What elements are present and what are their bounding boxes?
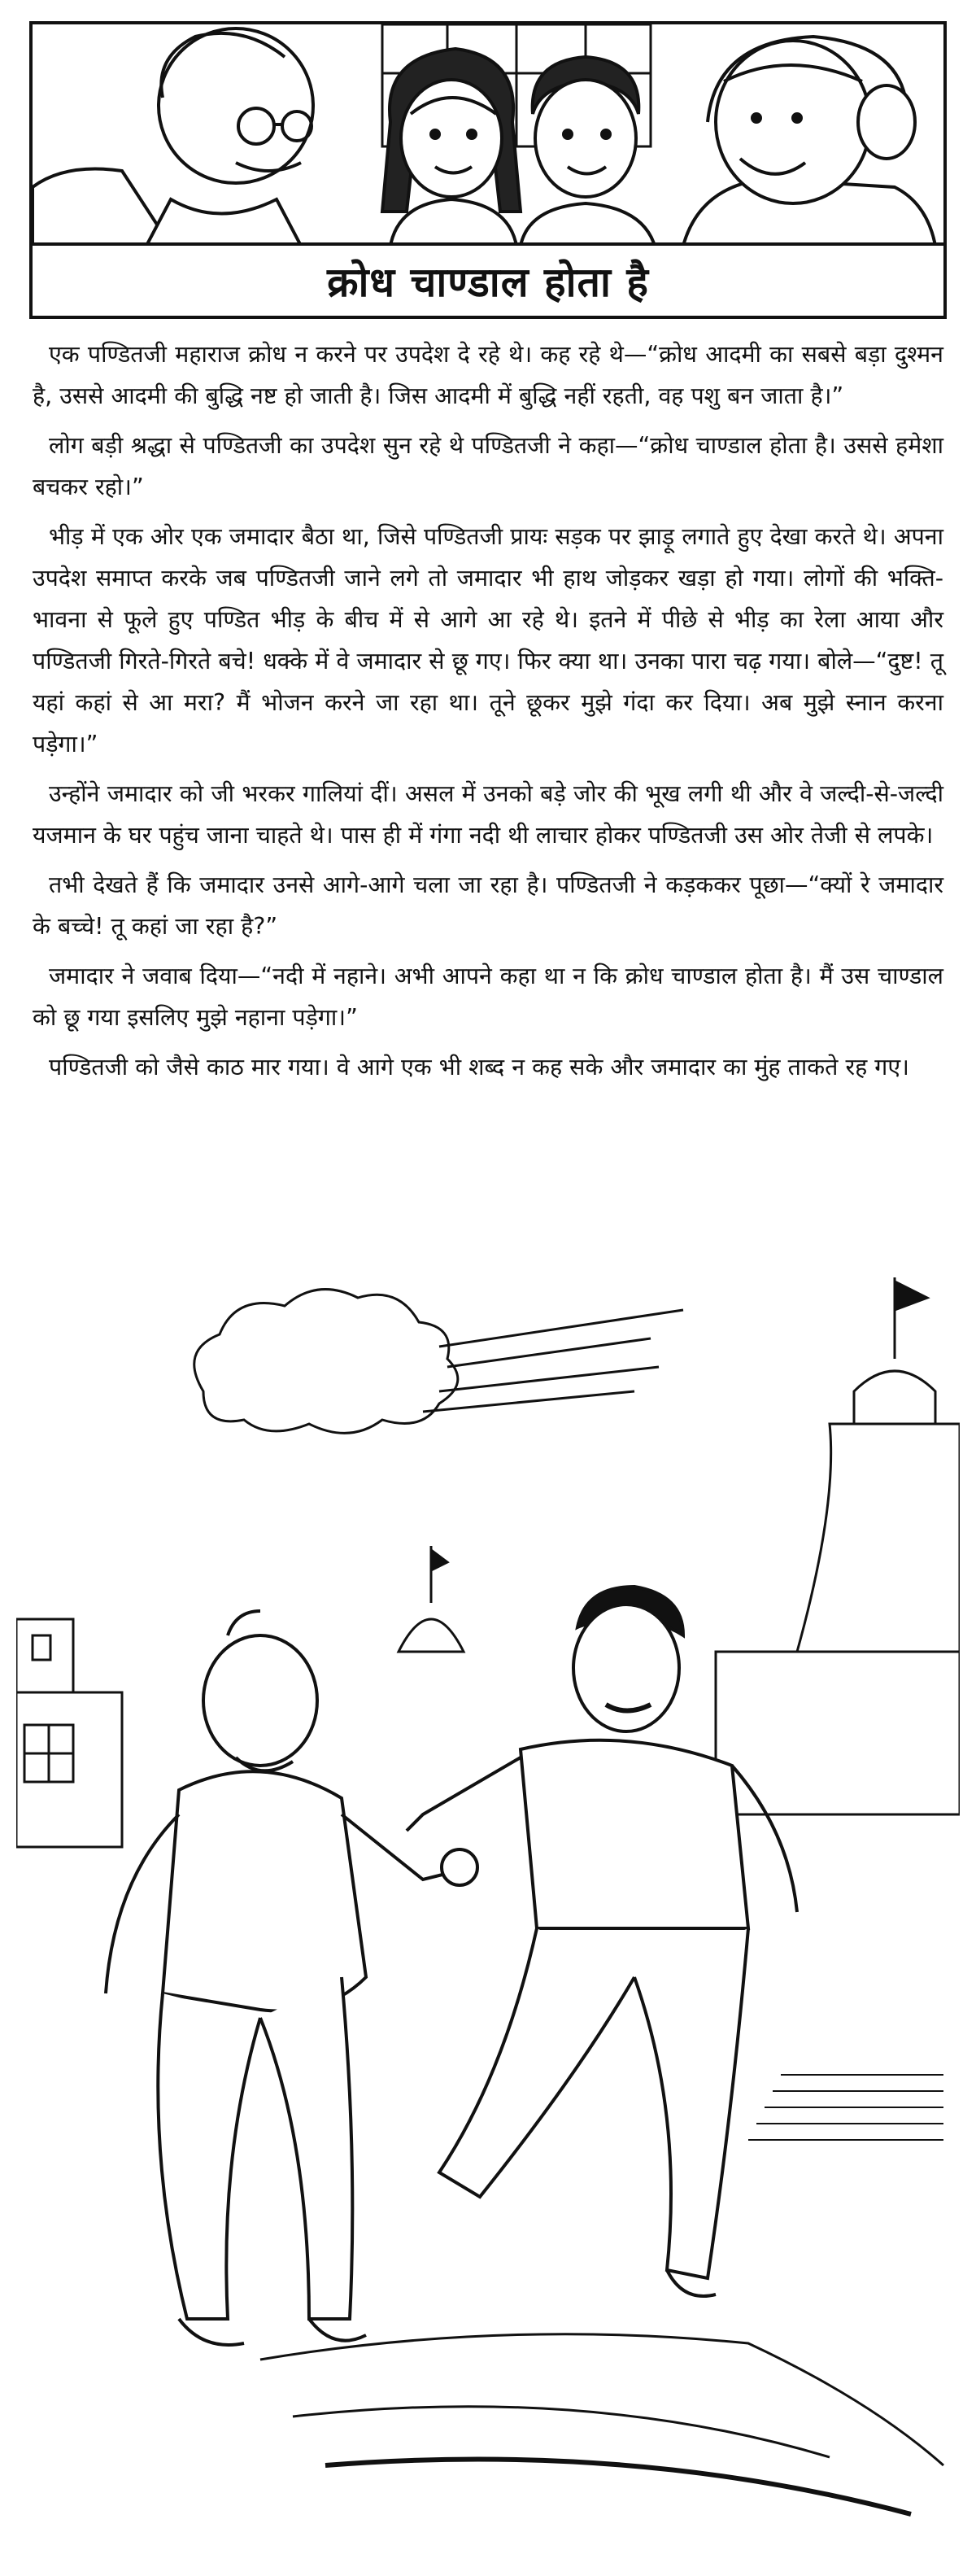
ground-shadow: [260, 2334, 943, 2514]
page-title: क्रोध चाण्डाल होता है: [327, 259, 649, 306]
shrine-illustration: [399, 1546, 464, 1652]
story-text: [33, 334, 943, 1096]
grandfather-figure: [33, 28, 313, 242]
story-paragraph-7: पण्डितजी को जैसे काठ मार गया। वे आगे एक भी शब्द न कह सके और जमादार का मुंह ताकते रह गए।: [49, 1054, 909, 1081]
story-paragraph-4: उन्होंने जमादार को जी भरकर गालियां दीं। असल में उनको बड़े जोर की भूख लगी थी और वे जल्दी-से-जल्दी यजमान के घर पहुंच जाना चाहते थे। पास ही में गंगा नदी थी लाचार होकर पण्डितजी उस ओर तेजी से लपके।: [33, 780, 943, 849]
story-paragraph-3: भीड़ में एक ओर एक जमादार बैठा था, जिसे पण्डितजी प्रायः सड़क पर झाड़ू लगाते हुए देखा करते थे। अपना उपदेश समाप्त करके जब पण्डितजी जाने लगे तो जमादार भी हाथ जोड़कर खड़ा हो गया। लोगों की भक्ति-भावना से फूले हुए पण्डित भीड़ के बीच में से आगे आ रहे थे। इतने में पीछे से भीड़ का रेला आया और पण्डितजी गिरते-गिरते बचे! धक्के में वे जमादार से छू गए। फिर क्या था। उनका पारा चढ़ गया। बोले—“दुष्ट! तू यहां कहां से आ मरा? मैं भोजन करने जा रहा था। तूने छूकर मुझे गंदा कर दिया। अब मुझे स्नान करना पड़ेगा।”: [33, 523, 943, 758]
story-paragraph-2: लोग बड़ी श्रद्धा से पण्डितजी का उपदेश सुन रहे थे पण्डितजी ने कहा—“क्रोध चाण्डाल होता है। उससे हमेशा बचकर रहो।”: [33, 432, 943, 500]
header-illustration-drawing: [33, 24, 943, 242]
story-paragraph-6: जमादार ने जवाब दिया—“नदी में नहाने। अभी आपने कहा था न कि क्रोध चाण्डाल होता है। मैं उस चाण्डाल को छू गया इसलिए मुझे नहाना पड़ेगा।”: [33, 963, 943, 1031]
story-paragraph-1: एक पण्डितजी महाराज क्रोध न करने पर उपदेश दे रहे थे। कह रहे थे—“क्रोध आदमी का सबसे बड़ा दुश्मन है, उससे आदमी की बुद्धि नष्ट हो जाती है। जिस आदमी में बुद्धि नहीं रहती, वह पशु बन जाता है।”: [33, 341, 943, 409]
grandmother-figure: [683, 37, 935, 242]
header-illustration: [29, 21, 947, 242]
houses-illustration: [16, 1619, 122, 1847]
girl-figure: [382, 49, 521, 242]
cloud-illustration: [194, 1290, 683, 1434]
pandit-figure: [106, 1611, 477, 2345]
story-illustration: [16, 1261, 960, 2563]
story-illustration-drawing: [16, 1261, 960, 2563]
title-box: [29, 242, 947, 319]
boy-figure: [521, 57, 655, 242]
temple-illustration: [716, 1277, 960, 2140]
story-paragraph-5: तभी देखते हैं कि जमादार उनसे आगे-आगे चला जा रहा है। पण्डितजी ने कड़ककर पूछा—“क्यों रे जमादार के बच्चे! तू कहां जा रहा है?”: [33, 871, 943, 940]
